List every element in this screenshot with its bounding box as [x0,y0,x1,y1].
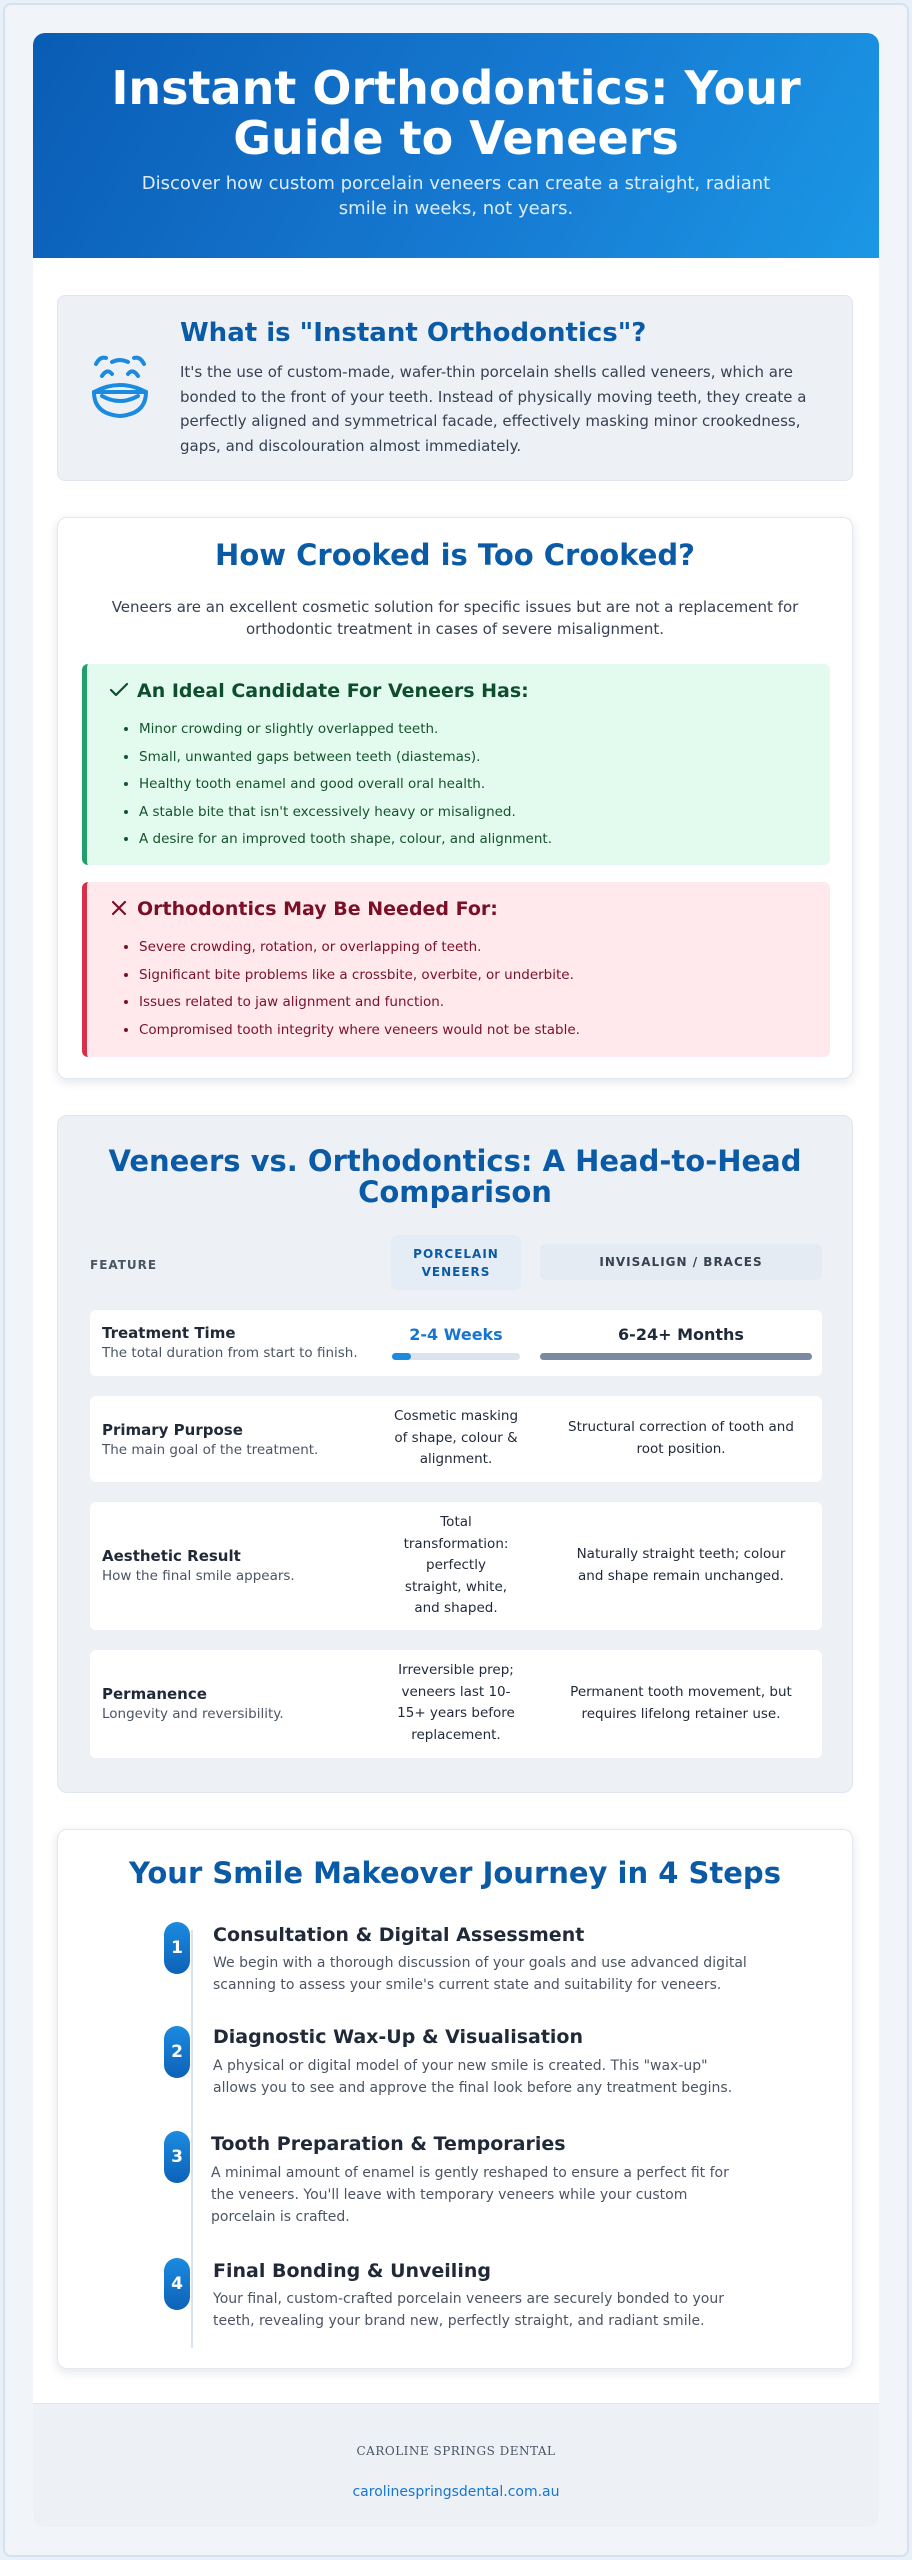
row-feature [102,1546,295,1586]
step-number-2: 2 [164,2026,190,2078]
check-icon [109,682,129,698]
orthodontics-needed-box [82,882,830,1057]
ideal-candidate-heading-text: An Ideal Candidate For Veneers Has: [137,680,529,702]
step-number-3: 3 [164,2131,190,2183]
step-title: Consultation & Digital Assessment [213,1924,585,1946]
step-title: Tooth Preparation & Temporaries [211,2133,566,2155]
journey-card [57,1829,853,2369]
orthodontics-value: Naturally straight teeth; colour and shape remain unchanged. [576,1546,786,1584]
veneers-value: Cosmetic masking of shape, colour & alignment. [393,1408,519,1467]
journey-title: Your Smile Makeover Journey in 4 Steps [129,1856,781,1890]
list-item: • Healthy tooth enamel and good overall oral health. [139,771,819,799]
comparison-row-primary-purpose [90,1396,822,1482]
comparison-row-aesthetic-result [90,1502,822,1630]
orthodontics-duration-bar [540,1353,812,1360]
smiling-tooth-icon [82,348,158,424]
footer-logo: CAROLINE SPRINGS DENTAL [356,2444,556,2458]
infographic-page [33,33,879,2527]
cross-icon [109,900,129,916]
what-is-text: It's the use of custom-made, wafer-thin porcelain shells called veneers, which are bonded to the front of your teeth. Instead of physically moving teeth, they create a perfectly aligned and symmetrical facade, effectively masking minor crookedness, gaps, and discolouration almost immediately. [180,363,807,455]
row-feature [102,1323,358,1363]
step-text: We begin with a thorough discussion of your goals and use advanced digital scanning to assess your smile's current state and suitability for veneers. [213,1955,747,1993]
row-feature-name: Aesthetic Result [102,1547,241,1565]
comparison-row-treatment-time [90,1310,822,1376]
list-item: • Minor crowding or slightly overlapped teeth. [139,716,819,744]
column-header-orthodontics: INVISALIGN / BRACES [540,1244,822,1280]
row-feature-name: Treatment Time [102,1324,236,1342]
row-feature-desc: The main goal of the treatment. [102,1442,319,1458]
row-feature-name: Permanence [102,1685,207,1703]
orthodontics-needed-heading-text: Orthodontics May Be Needed For: [137,898,498,920]
step-text: A minimal amount of enamel is gently reshaped to ensure a perfect fit for the veneers. You'll leave with temporary veneers while your custom porcelain is crafted. [211,2165,729,2225]
orthodontics-value: Structural correction of tooth and root position. [568,1419,794,1457]
step-title: Diagnostic Wax-Up & Visualisation [213,2026,584,2048]
step-number-4: 4 [164,2258,190,2310]
row-feature [102,1684,284,1724]
ideal-candidate-box [82,664,830,865]
column-header-veneers: PORCELAIN VENEERS [391,1235,521,1290]
row-feature-name: Primary Purpose [102,1421,243,1439]
veneers-duration: 2-4 Weeks [409,1325,503,1344]
what-is-title: What is "Instant Orthodontics"? [180,318,647,348]
row-feature-desc: The total duration from start to finish. [102,1345,358,1361]
list-item: • A desire for an improved tooth shape, colour, and alignment. [139,826,819,854]
list-item: • Small, unwanted gaps between teeth (diastemas). [139,744,819,772]
orthodontics-duration-bar-fill [540,1353,812,1360]
comparison-card [57,1115,853,1793]
row-feature-desc: How the final smile appears. [102,1568,295,1584]
step-text: Your final, custom-crafted porcelain veneers are securely bonded to your teeth, revealing your brand new, perfectly straight, and radiant smile. [213,2291,724,2329]
veneers-duration-bar [392,1353,520,1360]
comparison-row-permanence [90,1650,822,1758]
veneers-value: Total transformation: perfectly straight, white, and shaped. [403,1514,509,1616]
hero-subtitle: Discover how custom porcelain veneers can create a straight, radiant smile in weeks, not years. [141,173,771,219]
comparison-title: Veneers vs. Orthodontics: A Head-to-Head Comparison [108,1144,802,1209]
ideal-candidate-list [139,716,819,854]
what-is-card [57,295,853,481]
orthodontics-needed-heading [109,898,498,920]
step-text: A physical or digital model of your new smile is created. This "wax-up" allows you to see and approve the final look before any treatment begins. [213,2058,733,2096]
crooked-title: How Crooked is Too Crooked? [215,538,695,572]
footer [33,2403,879,2527]
list-item: • Significant bite problems like a crossbite, overbite, or underbite. [139,962,819,990]
hero-banner [33,33,879,258]
list-item: • A stable bite that isn't excessively heavy or misaligned. [139,799,819,827]
orthodontics-needed-list [139,934,819,1044]
veneers-value: Irreversible prep; veneers last 10-15+ years before replacement. [397,1662,515,1743]
footer-website-link[interactable]: carolinespringsdental.com.au [352,2484,560,2500]
list-item: • Issues related to jaw alignment and function. [139,989,819,1017]
step-title: Final Bonding & Unveiling [213,2260,491,2282]
column-header-feature: FEATURE [90,1258,158,1272]
hero-title: Instant Orthodontics: Your Guide to Veneers [111,61,801,165]
list-item: • Compromised tooth integrity where veneers would not be stable. [139,1017,819,1045]
crooked-card [57,517,853,1079]
row-feature-desc: Longevity and reversibility. [102,1706,284,1722]
ideal-candidate-heading [109,680,529,702]
timeline-line [191,1930,193,2348]
orthodontics-value: Permanent tooth movement, but requires lifelong retainer use. [570,1684,792,1722]
list-item: • Severe crowding, rotation, or overlapping of teeth. [139,934,819,962]
step-number-1: 1 [164,1922,190,1974]
crooked-intro: Veneers are an excellent cosmetic solution for specific issues but are not a replacement for orthodontic treatment in cases of severe misalignment. [111,598,799,638]
row-feature [102,1420,318,1460]
veneers-duration-bar-fill [392,1353,411,1360]
orthodontics-duration: 6-24+ Months [618,1325,744,1344]
